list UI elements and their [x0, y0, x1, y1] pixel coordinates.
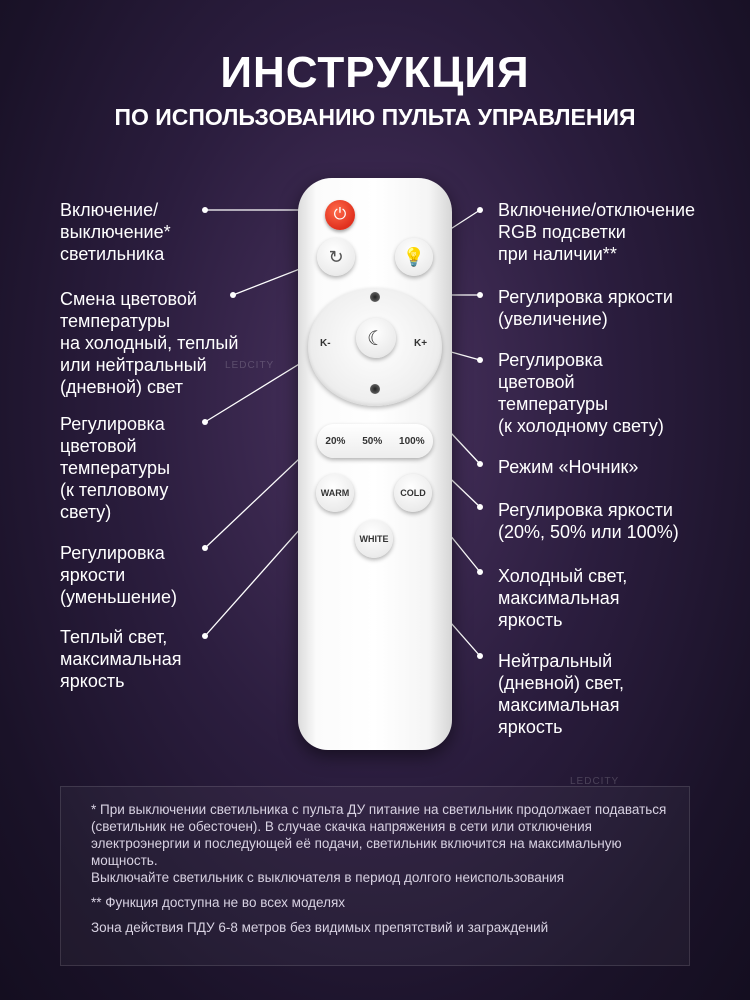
- brightness-up-button[interactable]: [370, 292, 380, 302]
- label-neutral-max: Нейтральный (дневной) свет, максимальная яркость: [498, 651, 625, 737]
- label-cold-max: Холодный свет, максимальная яркость: [498, 566, 628, 630]
- bulb-icon: 💡: [402, 246, 426, 267]
- label-bright-up: Регулировка яркости (увеличение): [498, 287, 673, 329]
- power-icon: ⏻: [333, 206, 347, 223]
- color-cycle-button[interactable]: [317, 238, 355, 276]
- label-temp-warm: Регулировка цветовой температуры (к тепловому свету): [60, 414, 171, 522]
- label-color-temp: Смена цветовой температуры на холодный, теплый или нейтральный (дневной) свет: [60, 289, 239, 397]
- note-footnote-2: ** Функция доступна не во всех моделях: [91, 895, 346, 910]
- label-temp-cold: Регулировка цветовой температуры (к холодному свету): [498, 350, 664, 436]
- cold-button[interactable]: COLD: [394, 474, 432, 512]
- brightness-100-button[interactable]: 100%: [399, 435, 425, 447]
- power-button[interactable]: [325, 200, 355, 230]
- brightness-20-button[interactable]: 20%: [325, 435, 346, 447]
- k-minus-button[interactable]: K-: [320, 338, 331, 349]
- label-power: Включение/ выключение* светильника: [60, 200, 171, 264]
- note-range: Зона действия ПДУ 6-8 метров без видимых препятствий и заграждений: [91, 920, 549, 935]
- label-rgb: Включение/отключение RGB подсветки при наличии**: [498, 200, 696, 264]
- label-bright-pct: Регулировка яркости (20%, 50% или 100%): [498, 500, 679, 542]
- page-subtitle: ПО ИСПОЛЬЗОВАНИЮ ПУЛЬТА УПРАВЛЕНИЯ: [114, 104, 636, 130]
- watermark-bottom: LEDCITY: [570, 776, 620, 787]
- label-bright-down: Регулировка яркости (уменьшение): [60, 543, 177, 607]
- label-night: Режим «Ночник»: [498, 457, 639, 477]
- night-mode-button[interactable]: [356, 318, 396, 358]
- page-title: ИНСТРУКЦИЯ: [220, 48, 530, 97]
- white-button[interactable]: WHITE: [355, 520, 393, 558]
- brightness-50-button[interactable]: 50%: [362, 435, 383, 447]
- label-warm-max: Теплый свет, максимальная яркость: [60, 627, 182, 691]
- warm-button[interactable]: WARM: [316, 474, 354, 512]
- rgb-button[interactable]: [395, 238, 433, 276]
- cycle-icon: ↻: [328, 246, 344, 267]
- watermark: LEDCITY: [225, 360, 275, 371]
- note-footnote-1: * При выключении светильника с пульта ДУ питание на светильник продолжает подаваться (светильник не обесточен). В случае скачка напряжения в сети или отключения электроэнергии и последующей её подачи, светильник включится на максимальную мощность. Выключайте светильник с выключателя в период долгого неиспользования: [91, 802, 667, 885]
- control-ring: [308, 288, 442, 406]
- brightness-down-button[interactable]: [370, 384, 380, 394]
- notes-box: [60, 786, 690, 966]
- brightness-level-bar: [317, 424, 433, 458]
- k-plus-button[interactable]: K+: [414, 338, 428, 349]
- remote-control: [298, 178, 452, 750]
- moon-icon: ☾: [367, 327, 385, 350]
